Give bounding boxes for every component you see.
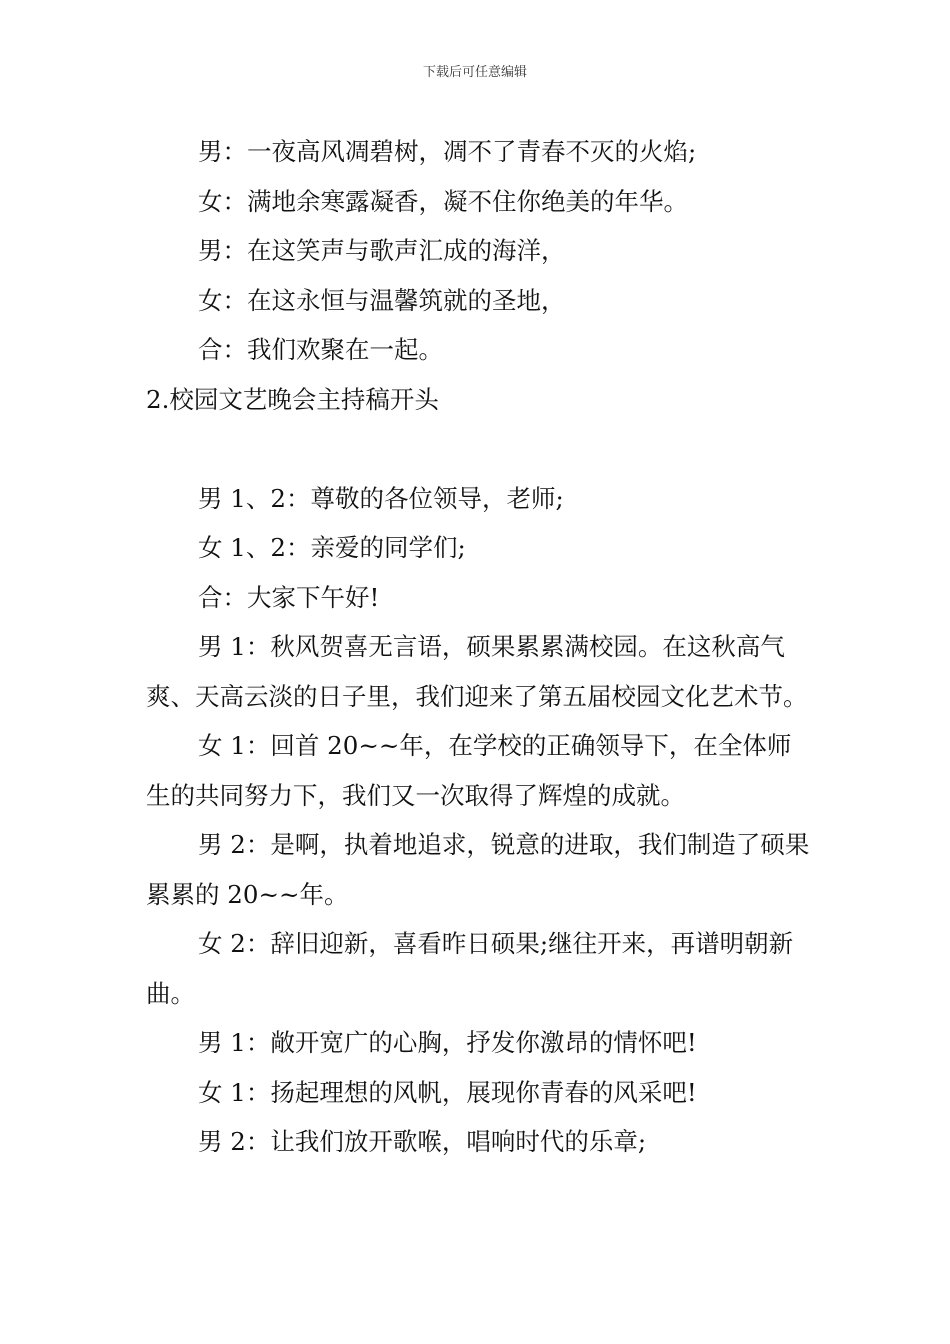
paragraph: 女 2：辞旧迎新，喜看昨日硕果;继往开来，再谱明朝新曲。 bbox=[146, 929, 794, 1008]
paragraph: 男 1、2：尊敬的各位领导，老师; bbox=[198, 483, 564, 513]
document-body bbox=[146, 127, 810, 1167]
paragraph: 男：在这笑声与歌声汇成的海洋， bbox=[198, 236, 566, 265]
paragraph: 女 1、2：亲爱的同学们; bbox=[198, 533, 466, 562]
paragraph: 男 2：让我们放开歌喉，唱响时代的乐章; bbox=[198, 1127, 647, 1156]
paragraph: 女 1：回首 20~~年，在学校的正确领导下，在全体师生的共同努力下，我们又一次取得了辉煌的成就。 bbox=[146, 731, 792, 810]
paragraph: 男 2：是啊，执着地追求，锐意的进取，我们制造了硕果累累的 20~~年。 bbox=[146, 830, 810, 909]
page-header: 下载后可任意编辑 bbox=[422, 65, 527, 80]
paragraph: 女：满地余寒露凝香，凝不住你绝美的年华。 bbox=[198, 186, 688, 216]
paragraph: 合：我们欢聚在一起。 bbox=[198, 335, 443, 364]
paragraph: 男 1：秋风贺喜无言语，硕果累累满校园。在这秋高气爽、天高云淡的日子里，我们迎来了第五届校园文化艺术节。 bbox=[146, 632, 808, 711]
paragraph: 男：一夜高风凋碧树，凋不了青春不灭的火焰; bbox=[198, 137, 697, 166]
paragraph: 女：在这永恒与温馨筑就的圣地， bbox=[198, 285, 566, 315]
paragraph: 合：大家下午好! bbox=[198, 582, 380, 612]
blank-line bbox=[146, 424, 810, 474]
section-title: 2.校园文艺晚会主持稿开头 bbox=[146, 384, 439, 414]
paragraph: 女 1：扬起理想的风帆，展现你青春的风采吧! bbox=[198, 1077, 697, 1107]
paragraph: 男 1：敞开宽广的心胸，抒发你激昂的情怀吧! bbox=[198, 1028, 697, 1057]
